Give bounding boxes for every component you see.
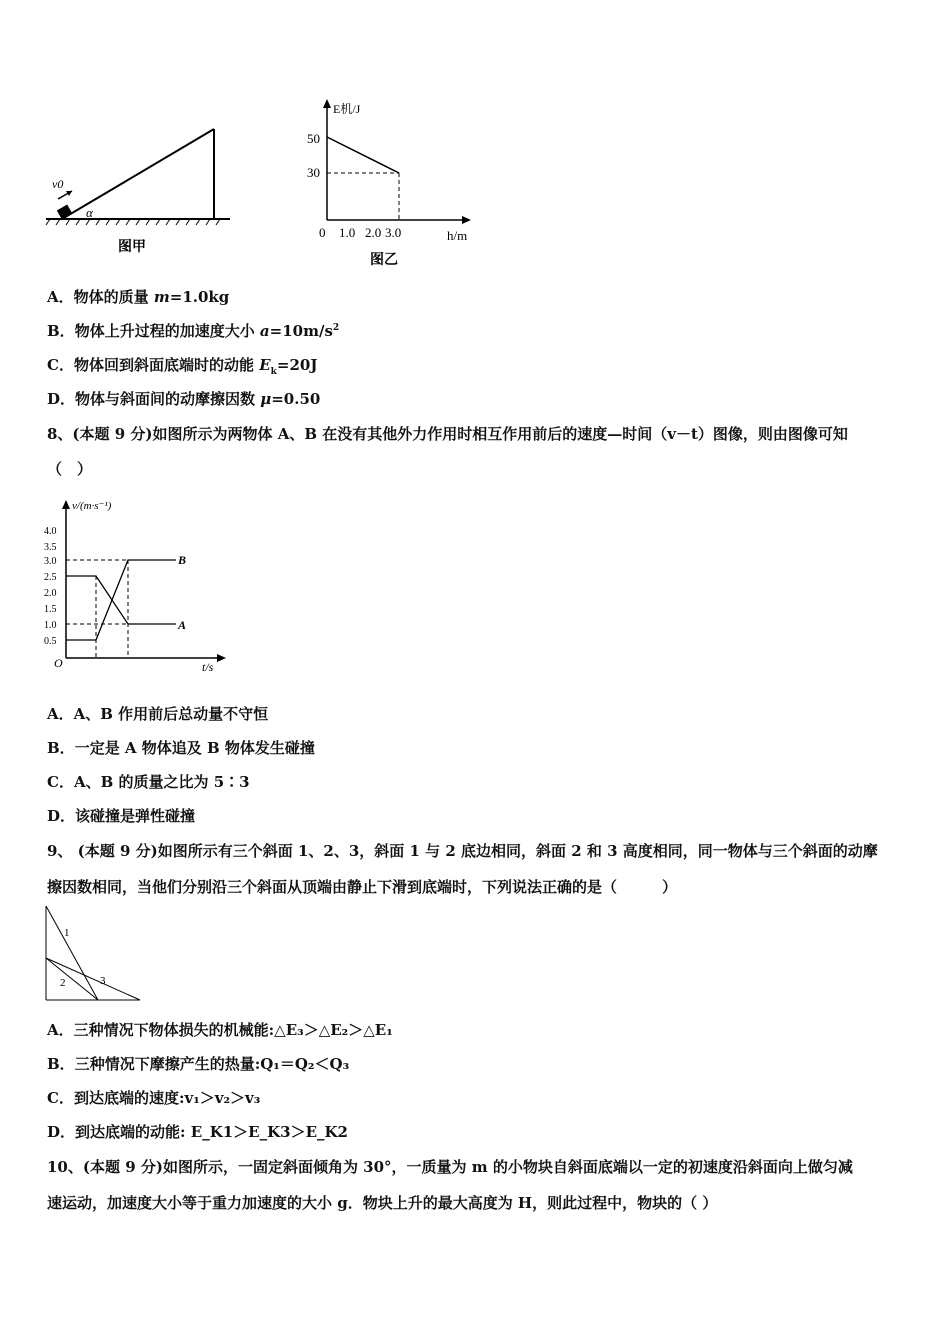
vt-y-tick-3.5: 3.5 xyxy=(44,542,57,553)
q7-option-a: A．物体的质量 m=1.0kg xyxy=(47,288,230,306)
x-tick-2: 2.0 xyxy=(365,225,382,240)
figure-vt-chart xyxy=(40,492,240,672)
vt-y-tick-0.5: 0.5 xyxy=(44,636,57,647)
figure-incline xyxy=(40,115,250,265)
q10-stem-line1: 10、(本题 9 分)如图所示，一固定斜面倾角为 30°，一质量为 m 的小物块自斜面底端以一定的初速度沿斜面向上做匀减 xyxy=(47,1158,853,1176)
q7-option-b: B．物体上升过程的加速度大小 $a=10m/s^2$ xyxy=(47,322,340,340)
x-axis-label: h/m xyxy=(447,228,468,243)
vt-y-label: v/(m·s⁻¹) xyxy=(72,500,112,512)
q8-stem: 8、(本题 9 分)如图所示为两物体 A、B 在没有其他外力作用时相互作用前后的速度—时间（v－t）图像，则由图像可知 xyxy=(47,425,848,443)
vt-origin: O xyxy=(54,656,63,670)
slope-label-3: 3 xyxy=(100,975,106,987)
q9-option-a: A．三种情况下物体损失的机械能:△E₃＞△E₂＞△E₁ xyxy=(47,1021,393,1039)
figure-energy-chart xyxy=(295,95,485,270)
vt-y-tick-4.0: 4.0 xyxy=(44,526,57,537)
q9-stem-line1: 9、 (本题 9 分)如图所示有三个斜面 1、2、3，斜面 1 与 2 底边相同，斜面 2 和 3 高度相同，同一物体与三个斜面的动摩 xyxy=(47,842,878,860)
q9-option-c: C．到达底端的速度:v₁＞v₂＞v₃ xyxy=(47,1089,261,1107)
y-axis-label: E机/J xyxy=(333,102,361,116)
q7-option-c: C．物体回到斜面底端时的动能 $E_k=20J$ xyxy=(47,356,318,377)
y-tick-50: 50 xyxy=(307,131,320,146)
vt-y-tick-3.0: 3.0 xyxy=(44,556,57,567)
series-b-line xyxy=(66,560,176,640)
vt-y-tick-1.0: 1.0 xyxy=(44,620,57,631)
q9-option-d: D．到达底端的动能: E_K1＞E_K3＞E_K2 xyxy=(47,1123,348,1141)
q8-option-d: D．该碰撞是弹性碰撞 xyxy=(47,807,196,825)
q9-option-b: B．三种情况下摩擦产生的热量:Q₁＝Q₂＜Q₃ xyxy=(47,1055,350,1073)
x-tick-0: 0 xyxy=(319,225,326,240)
q8-paren: （ ） xyxy=(47,460,93,478)
vt-y-tick-2.5: 2.5 xyxy=(44,572,57,583)
slope-label-2: 2 xyxy=(60,977,66,989)
slope-label-1: 1 xyxy=(64,927,70,939)
angle-label: α xyxy=(86,205,93,220)
vt-y-tick-1.5: 1.5 xyxy=(44,604,57,615)
q10-stem-line2: 速运动，加速度大小等于重力加速度的大小 g．物块上升的最大高度为 H，则此过程中，物块的（ ） xyxy=(47,1194,718,1212)
q9-stem-line2: 擦因数相同，当他们分别沿三个斜面从顶端由静止下滑到底端时，下列说法正确的是（ ） xyxy=(47,878,678,896)
q8-option-a: A．A、B 作用前后总动量不守恒 xyxy=(47,705,269,723)
series-a-label: A xyxy=(178,618,187,632)
y-tick-30: 30 xyxy=(307,165,320,180)
q7-option-d: D．物体与斜面间的动摩擦因数 μ=0.50 xyxy=(47,390,321,408)
figure-three-slopes xyxy=(40,902,150,1007)
vt-x-label: t/s xyxy=(202,660,214,672)
series-a-line xyxy=(66,576,176,624)
series-b-label: B xyxy=(178,553,187,567)
q8-option-c: C．A、B 的质量之比为 5∶3 xyxy=(47,773,250,791)
v0-label: v0 xyxy=(52,177,64,191)
caption-jia: 图甲 xyxy=(118,240,146,255)
x-tick-1: 1.0 xyxy=(339,225,356,240)
q8-option-b: B．一定是 A 物体追及 B 物体发生碰撞 xyxy=(47,739,315,757)
x-tick-3: 3.0 xyxy=(385,225,402,240)
energy-line xyxy=(327,137,399,173)
vt-y-tick-2.0: 2.0 xyxy=(44,588,57,599)
caption-yi: 图乙 xyxy=(370,253,398,268)
